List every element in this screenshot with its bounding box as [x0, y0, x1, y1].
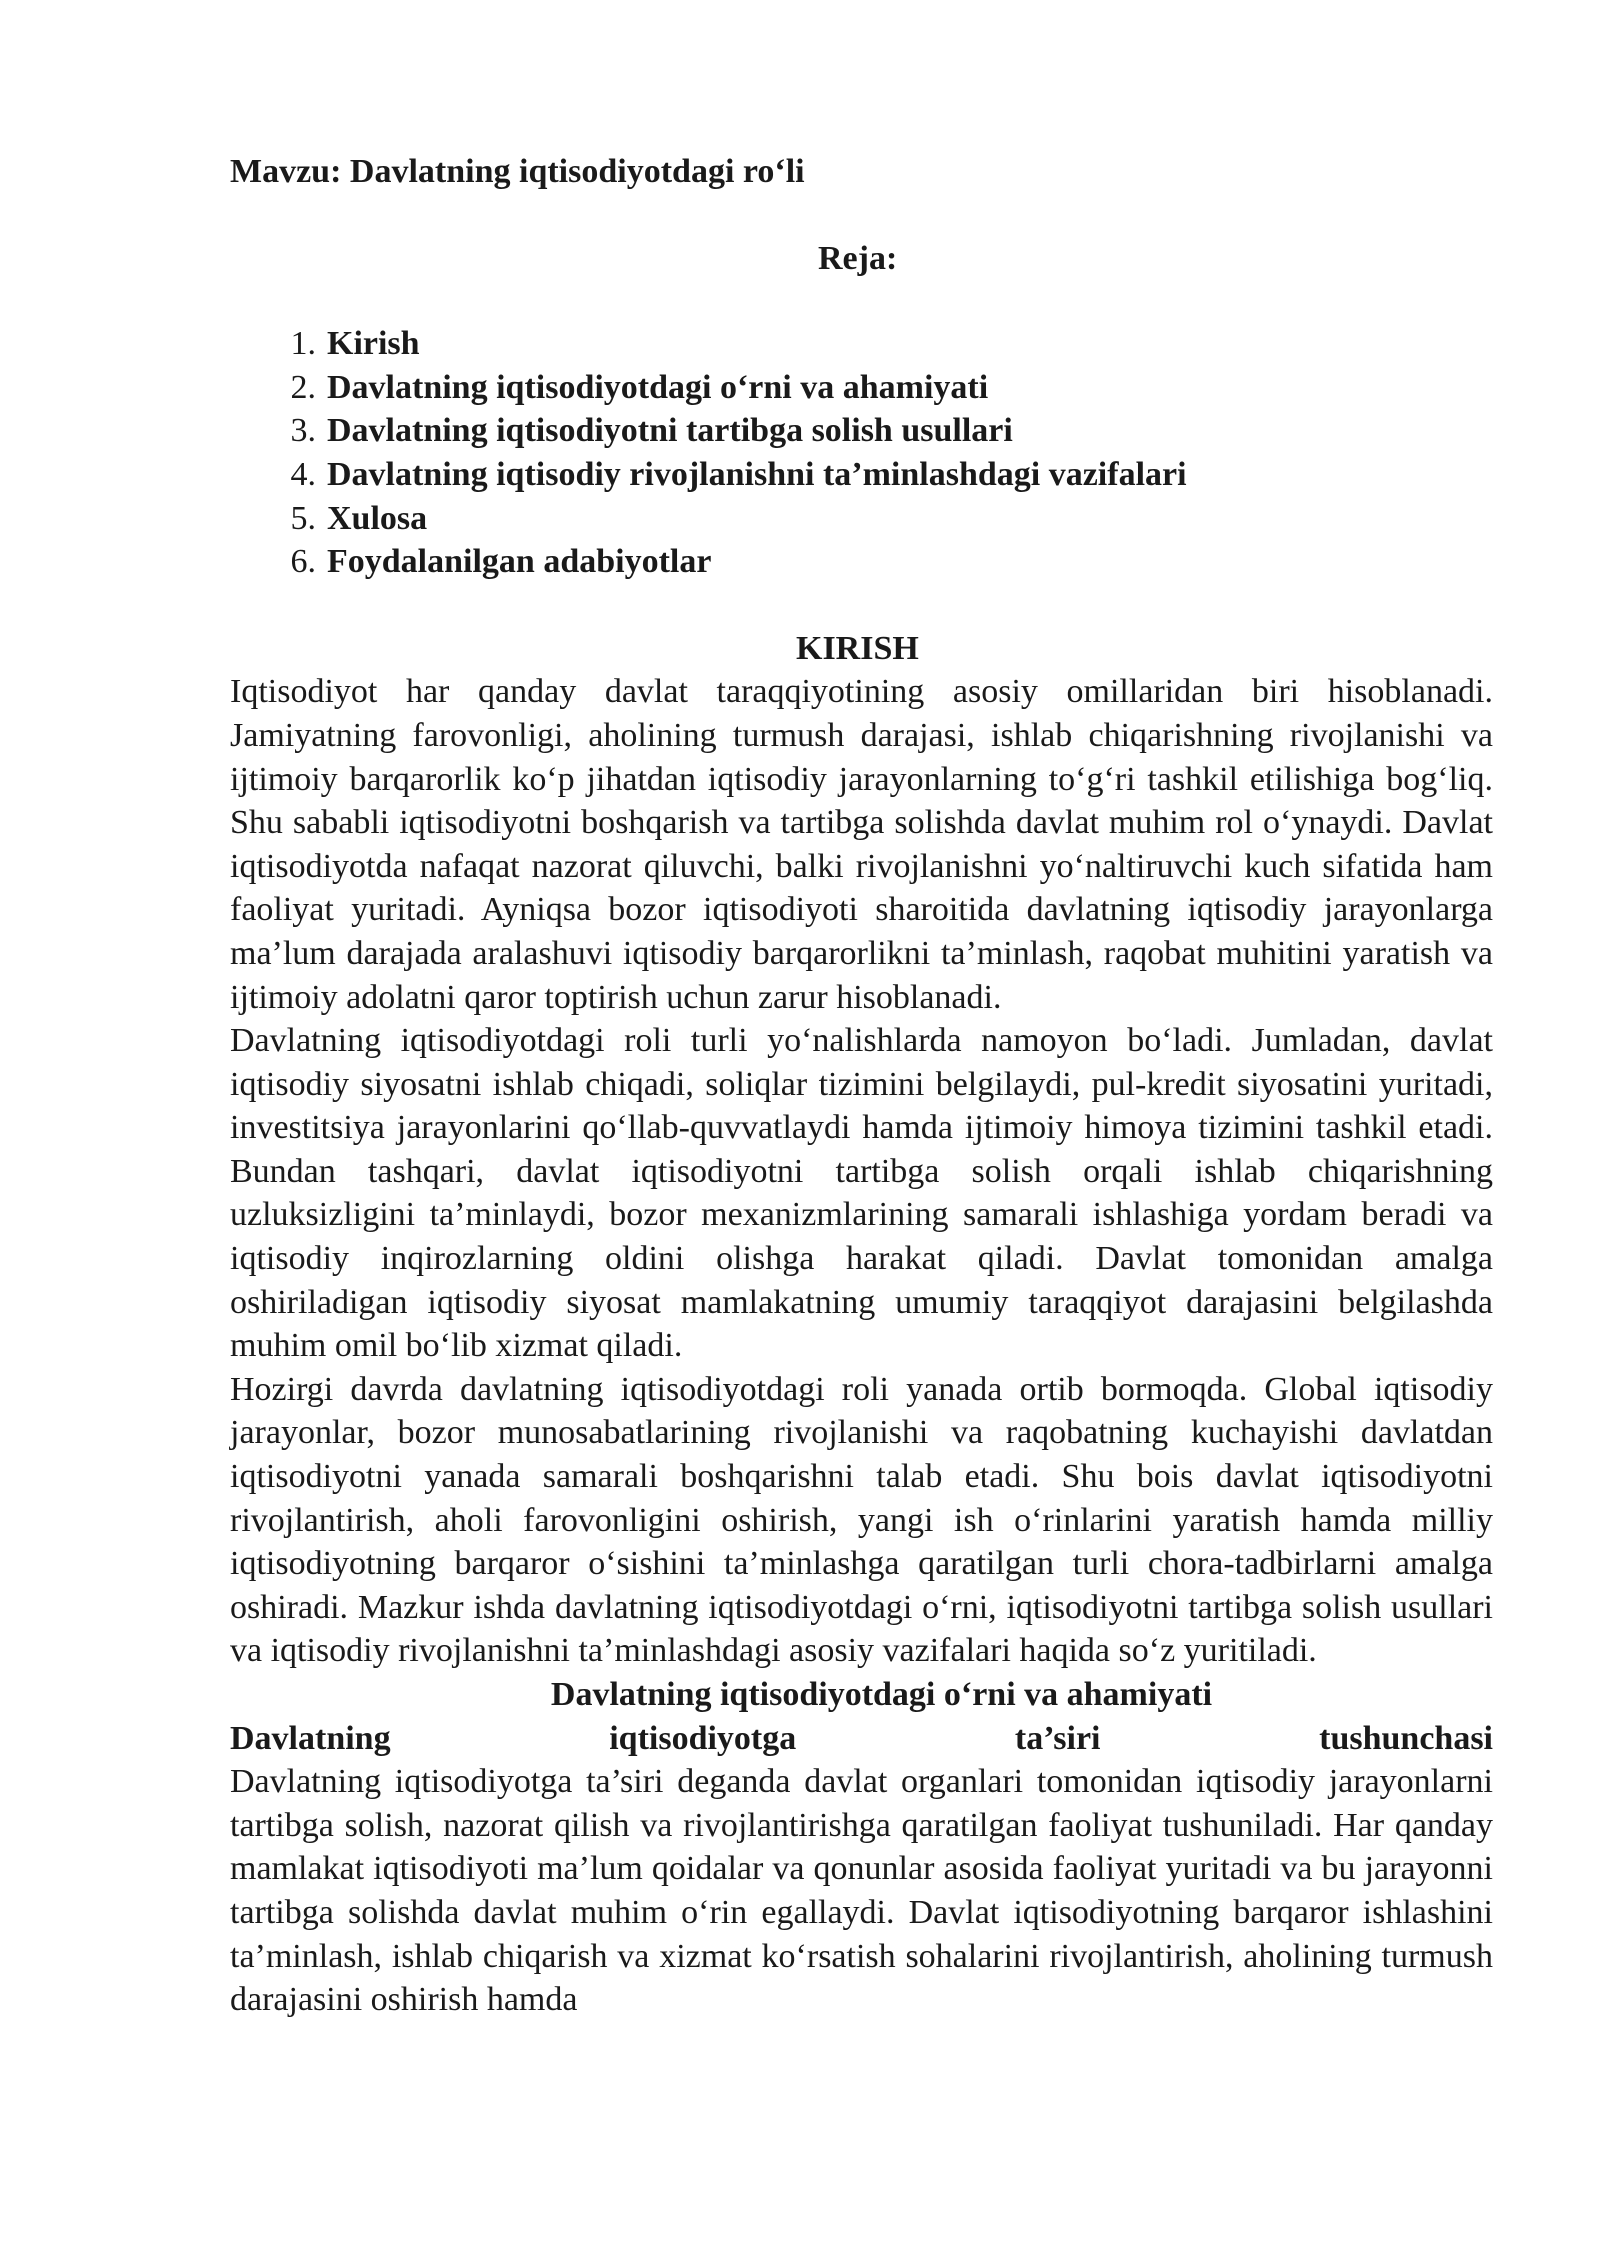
plan-item-text: Davlatning iqtisodiyotdagi o‘rni va ahamiyati	[327, 368, 989, 406]
plan-item	[230, 540, 1493, 584]
plan-item	[230, 453, 1493, 497]
plan-item-text: Kirish	[327, 325, 420, 363]
plan-item-number: 6.	[290, 543, 316, 581]
plan-item-text: Davlatning iqtisodiy rivojlanishni ta’minlashdagi vazifalari	[327, 455, 1187, 493]
document-page	[230, 150, 1493, 2022]
section2-subheading	[230, 1717, 1493, 1761]
plan-item-number: 4.	[290, 455, 316, 493]
plan-item-text: Xulosa	[327, 499, 428, 537]
document-topic: Mavzu: Davlatning iqtisodiyotdagi ro‘li	[230, 153, 805, 190]
plan-item-number: 2.	[290, 368, 316, 406]
intro-paragraph-1: Iqtisodiyot har qanday davlat taraqqiyotining asosiy omillaridan biri hisoblanadi. Jamiyatning farovonligi, aholining turmush darajasi, ishlab chiqarishning rivojlanishi va ijtimoiy barqarorlik ko‘p jihatdan iqtisodiy jarayonlarning to‘g‘ri tashkil etilishiga bog‘liq. Shu sababli iqtisodiyotni boshqarish va tartibga solishda davlat muhim rol o‘ynaydi. Davlat iqtisodiyotda nafaqat nazorat qiluvchi, balki rivojlanishni yo‘naltiruvchi kuch sifatida ham faoliyat yuritadi. Ayniqsa bozor iqtisodiyoti sharoitida davlatning iqtisodiy jarayonlarga ma’lum darajada aralashuvi iqtisodiy barqarorlikni ta’minlash, raqobat muhitini yaratish va ijtimoiy adolatni qaror toptirish uchun zarur hisoblanadi.	[230, 673, 1493, 1016]
intro-paragraph-3: Hozirgi davrda davlatning iqtisodiyotdagi roli yanada ortib bormoqda. Global iqtisodiy jarayonlar, bozor munosabatlarining rivojlanishi va raqobatning kuchayishi davlatdan iqtisodiyotni yanada samarali boshqarishni talab etadi. Shu bois davlat iqtisodiyotni rivojlantirish, aholi farovonligini oshirish, yangi ish o‘rinlarini yaratish hamda milliy iqtisodiyotning barqaror o‘sishini ta’minlashga qaratilgan turli chora-tadbirlarni amalga oshiradi. Mazkur ishda davlatning iqtisodiyotdagi o‘rni, iqtisodiyotni tartibga solish usullari va iqtisodiy rivojlanishni ta’minlashdagi asosiy vazifalari haqida so‘z yuritiladi.	[230, 1370, 1493, 1670]
section2-paragraph: Davlatning iqtisodiyotga ta’siri deganda davlat organlari tomonidan iqtisodiy jarayonlarni tartibga solish, nazorat qilish va rivojlantirishga qaratilgan faoliyat tushuniladi. Har qanday mamlakat iqtisodiyoti ma’lum qoidalar va qonunlar asosida faoliyat yuritadi va bu jarayonni tartibga solishda davlat muhim o‘rin egallaydi. Davlat iqtisodiyotning barqaror ishlashini ta’minlash, ishlab chiqarish va xizmat ko‘rsatish sohalarini rivojlantirish, aholining turmush darajasini oshirish hamda	[230, 1763, 1493, 2019]
intro-paragraph-2: Davlatning iqtisodiyotdagi roli turli yo‘nalishlarda namoyon bo‘ladi. Jumladan, davlat iqtisodiy siyosatni ishlab chiqadi, soliqlar tizimini belgilaydi, pul-kredit siyosatini yuritadi, investitsiya jarayonlarini qo‘llab-quvvatlaydi hamda ijtimoiy himoya tizimini tashkil etadi. Bundan tashqari, davlat iqtisodiyotni tartibga solish orqali ishlab chiqarishning uzluksizligini ta’minlaydi, bozor mexanizmlarining samarali ishlashiga yordam beradi va iqtisodiy inqirozlarning oldini olishga harakat qiladi. Davlat tomonidan amalga oshiriladigan iqtisodiy siyosat mamlakatning umumiy taraqqiyot darajasini belgilashda muhim omil bo‘lib xizmat qiladi.	[230, 1022, 1493, 1365]
plan-title: Reja:	[818, 239, 898, 277]
plan-item-number: 1.	[290, 325, 316, 363]
plan-item-text: Foydalanilgan adabiyotlar	[327, 543, 712, 581]
plan-item-number: 3.	[290, 412, 316, 450]
subheading-word: ta’siri	[1014, 1719, 1101, 1757]
plan-item	[230, 366, 1493, 410]
subheading-word: tushunchasi	[1319, 1719, 1493, 1757]
plan-item-number: 5.	[290, 499, 316, 537]
subheading-word: iqtisodiyotga	[609, 1719, 797, 1757]
plan-list	[230, 322, 1493, 584]
plan-item	[230, 322, 1493, 366]
plan-item	[230, 409, 1493, 453]
plan-item	[230, 497, 1493, 541]
plan-item-text: Davlatning iqtisodiyotni tartibga solish usullari	[327, 412, 1013, 450]
intro-title: KIRISH	[796, 629, 919, 667]
section2-title: Davlatning iqtisodiyotdagi o‘rni va ahamiyati	[550, 1676, 1213, 1713]
subheading-word: Davlatning	[230, 1719, 391, 1757]
